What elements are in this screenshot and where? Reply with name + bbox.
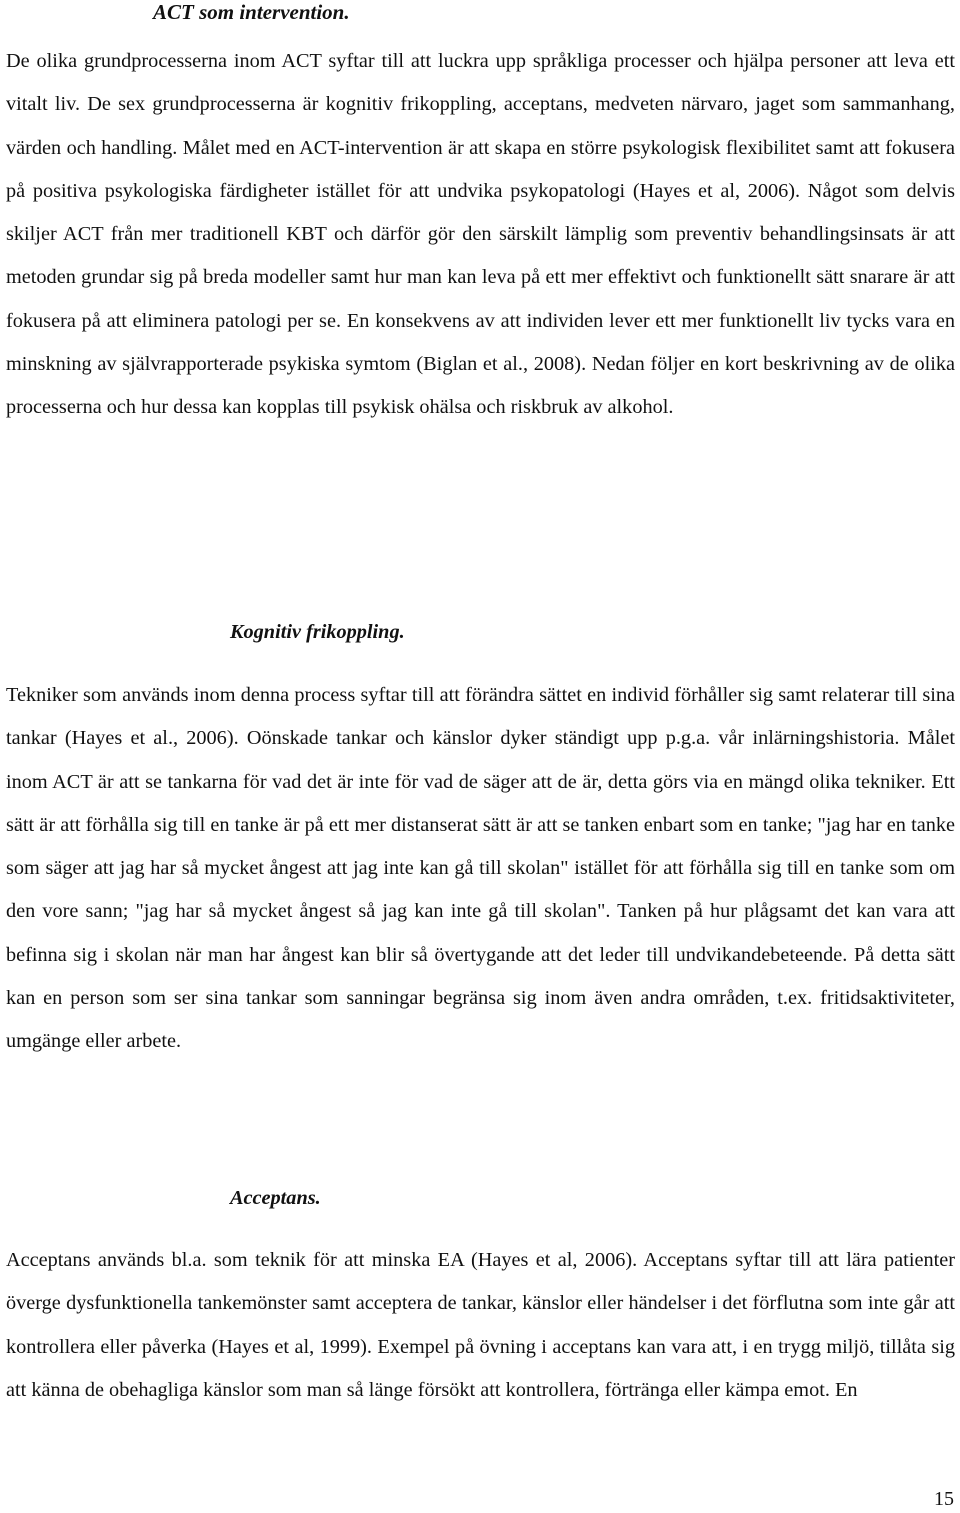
kognitiv-frikoppling-paragraph: Tekniker som används inom denna process syftar till att förändra sättet en individ förhåller sig samt relaterar till sina tankar (Hayes et al., 2006). Oönskade tankar och känslor dyker ständigt upp p.g.a. vår inlärningshistoria. Målet inom ACT är att se tankarna för vad det är inte för vad de säger att de är, detta görs via en mängd olika tekniker. Ett sätt är att förhålla sig till en tanke är på ett mer distanserat sätt är att se tanken enbart som en tanke; "jag har en tanke som säger att jag har så mycket ångest att jag inte kan gå till skolan" istället för att förhålla sig till en tanke som om den vore sann; "jag har så mycket ångest så jag kan inte gå till skolan". Tanken på hur plågsamt det kan vara att befinna sig i skolan när man har ångest kan blir så övertygande att det leder till undvikandebeteende. På detta sätt kan en person som ser sina tankar som sanningar begränsa sig inom även andra områden, t.ex. fritidsaktiviteter, umgänge eller arbete.	[6, 684, 955, 1053]
intro-paragraph: De olika grundprocesserna inom ACT syftar till att luckra upp språkliga processer och hjälpa personer att leva ett vitalt liv. De sex grundprocesserna är kognitiv frikoppling, acceptans, medveten närvaro, jaget som sammanhang, värden och handling. Målet med en ACT-intervention är att skapa en större psykologisk flexibilitet samt att fokusera på positiva psykologiska färdigheter istället för att undvika psykopatologi (Hayes et al, 2006). Något som delvis skiljer ACT från mer traditionell KBT och därför gör den särskilt lämplig som preventiv behandlingsinsats är att metoden grundar sig på breda modeller samt hur man kan leva på ett mer effektivt och funktionellt sätt snarare är att fokusera på att eliminera patologi per se. En konsekvens av att individen lever ett mer funktionellt liv tycks vara en minskning av självrapporterade psykiska symtom (Biglan et al., 2008). Nedan följer en kort beskrivning av de olika processerna och hur dessa kan kopplas till psykisk ohälsa och riskbruk av alkohol.	[6, 50, 955, 419]
acceptans-paragraph: Acceptans används bl.a. som teknik för att minska EA (Hayes et al, 2006). Acceptans syftar till att lära patienter överge dysfunktionella tankemönster samt acceptera de tankar, känslor eller händelser i det förflutna som inte går att kontrollera eller påverka (Hayes et al, 1999). Exempel på övning i acceptans kan vara att, i en trygg miljö, tillåta sig att känna de obehagliga känslor som man så länge försökt att kontrollera, förtränga eller kämpa emot. En	[6, 1249, 955, 1401]
page-number: 15	[934, 1488, 954, 1510]
section-title: ACT som intervention.	[153, 0, 350, 24]
subsection-title-acceptans: Acceptans.	[230, 1187, 321, 1209]
subsection-title-kognitiv-frikoppling: Kognitiv frikoppling.	[230, 621, 405, 643]
